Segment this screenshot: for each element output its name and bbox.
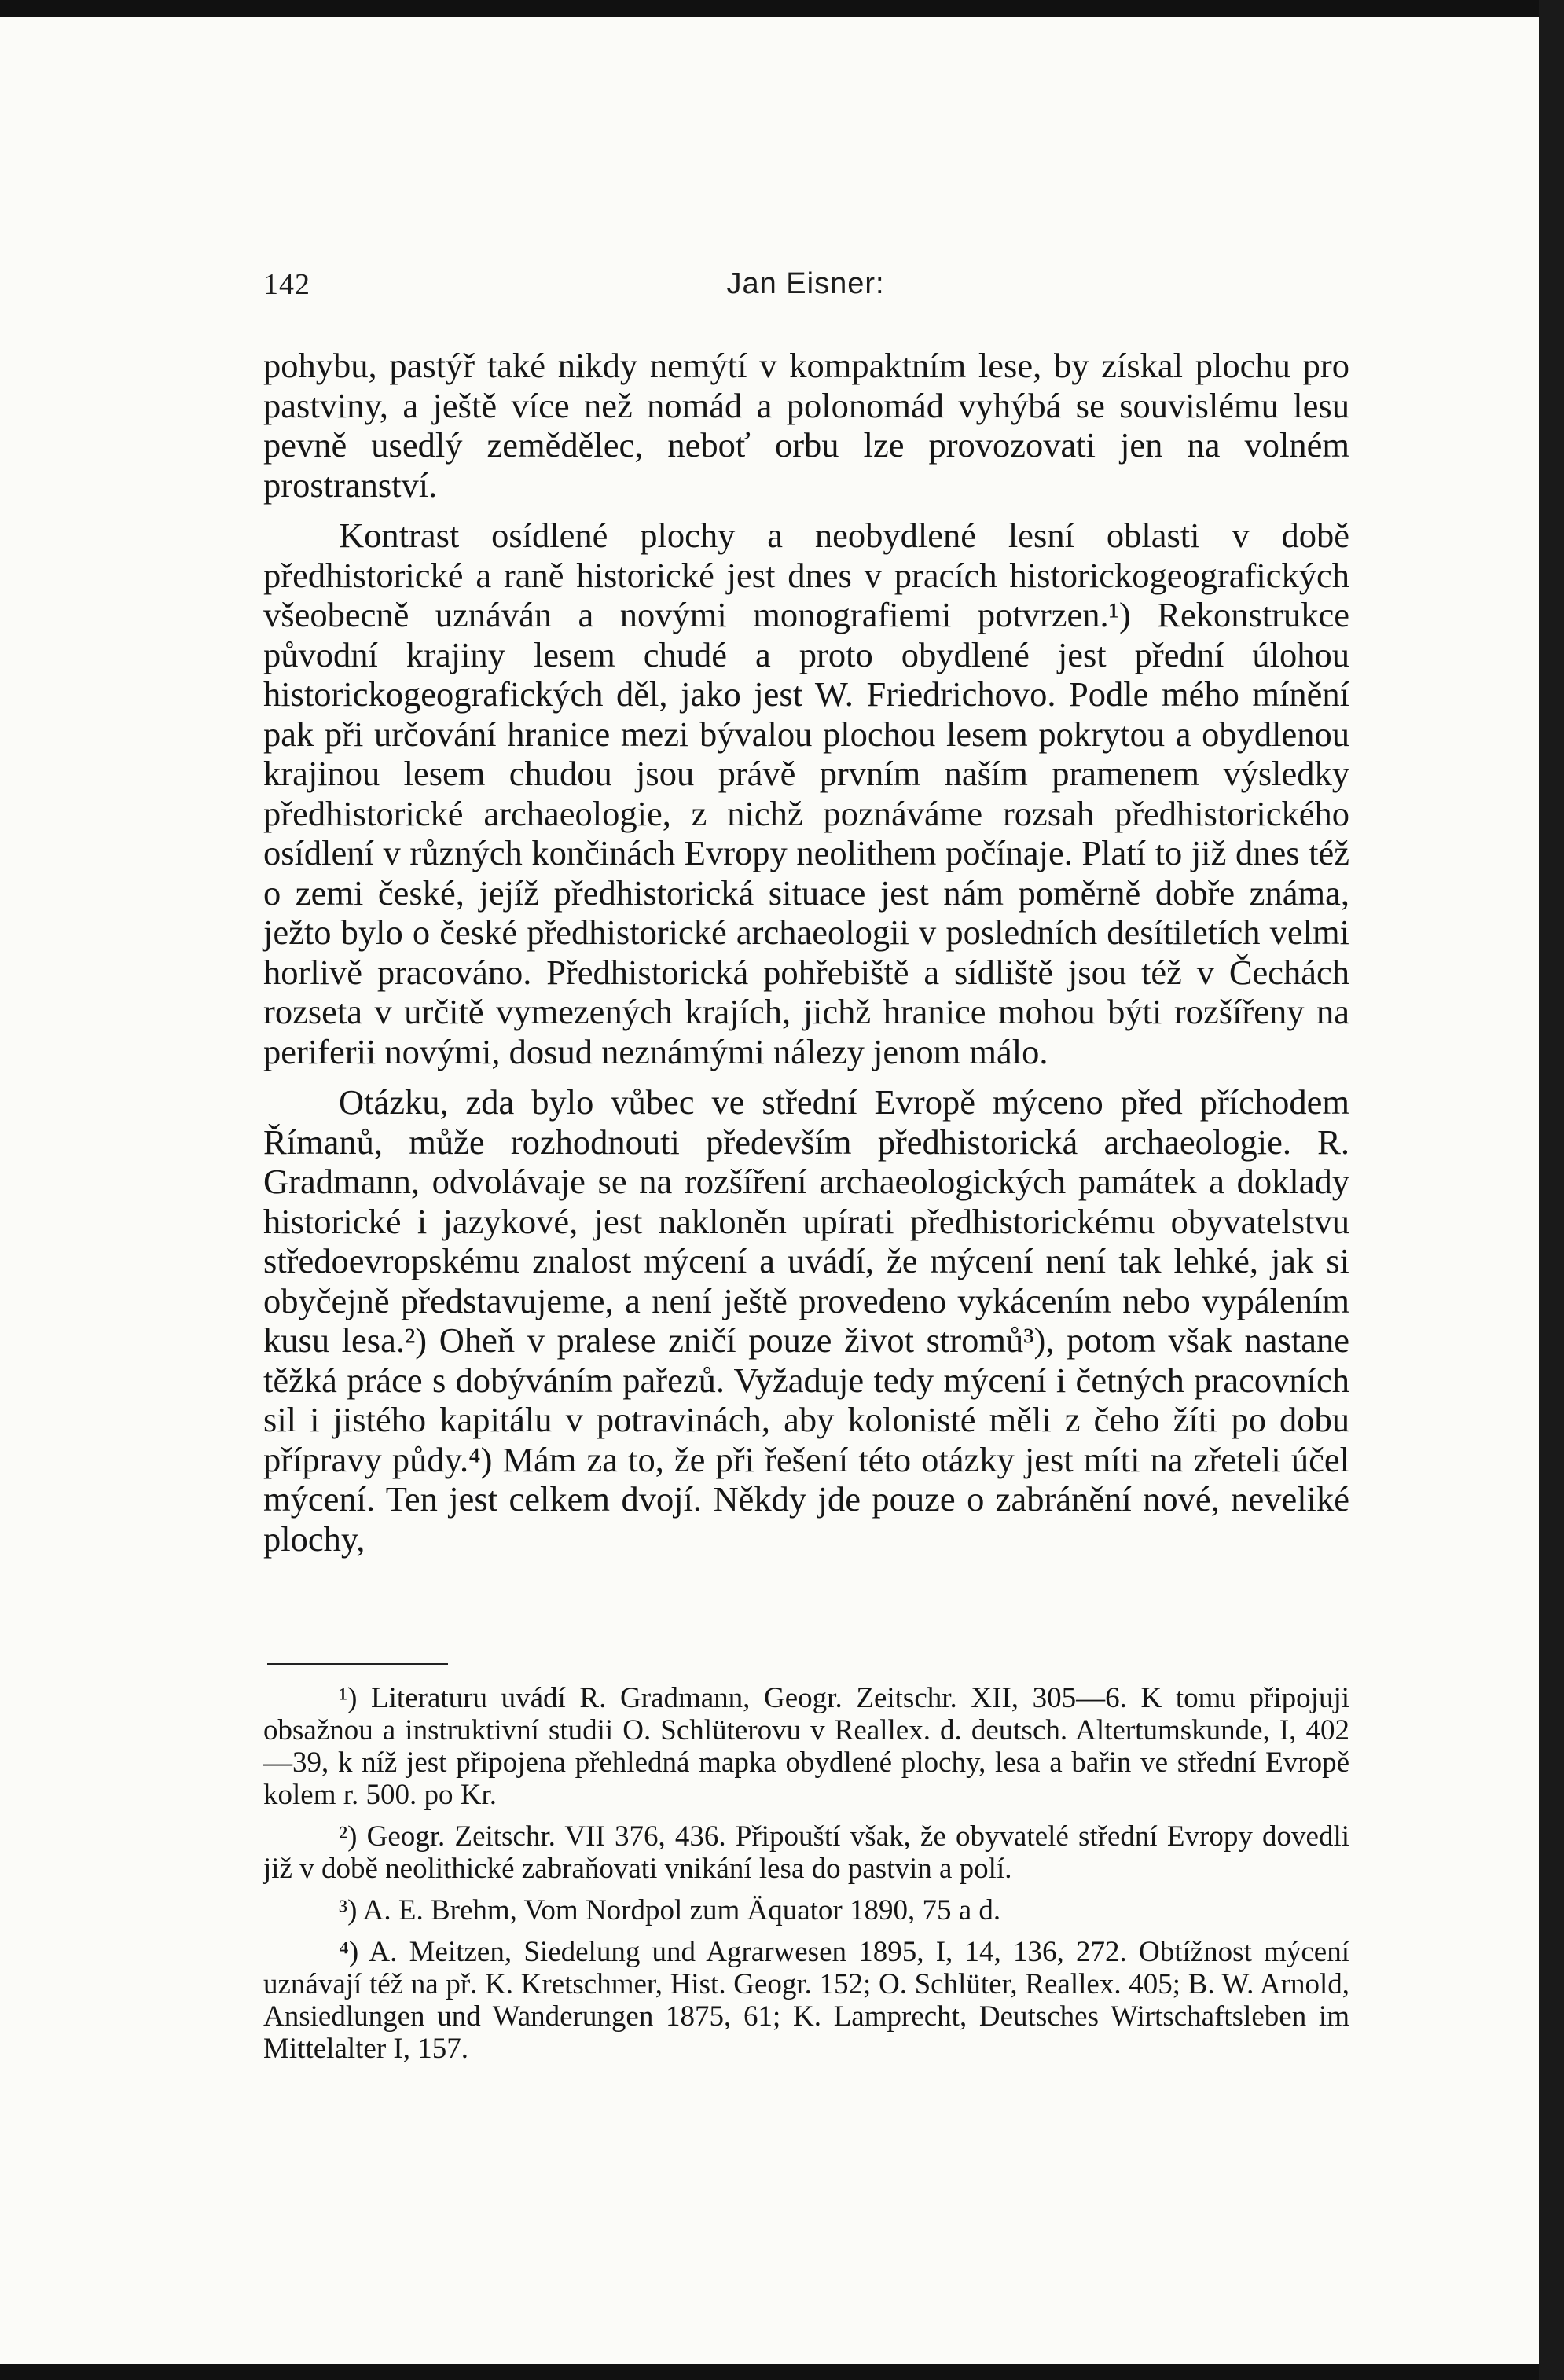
footnote: ²) Geogr. Zeitschr. VII 376, 436. Připouští však, že obyvatelé střední Evropy dovedli již v době neolithické zabraňovati vnikání lesa do pastvin a polí.: [263, 1820, 1349, 1885]
body-text: [263, 346, 1349, 1559]
page-number: 142: [263, 268, 310, 301]
footnote: ¹) Literaturu uvádí R. Gradmann, Geogr. Zeitschr. XII, 305—6. K tomu připojuji obsažnou a instruktivní studii O. Schlüterovu v Reallex. d. deutsch. Altertumskunde, I, 402—39, k níž jest připojena přehledná mapka obydlené plochy, lesa a bařin ve střední Evropě kolem r. 500. po Kr.: [263, 1682, 1349, 1811]
paragraph: Otázku, zda bylo vůbec ve střední Evropě mýceno před příchodem Římanů, může rozhodnouti především předhistorická archaeologie. R. Gradmann, odvolávaje se na rozšíření archaeologických památek a doklady historické i jazykové, jest nakloněn upírati předhistorickému obyvatelstvu středoevropskému znalost mýcení a uvádí, že mýcení není tak lehké, jak si obyčejně představujeme, a není ještě provedeno vykácením nebo vypálením kusu lesa.²) Oheň v pralese zničí pouze život stromů³), potom však nastane těžká práce s dobýváním pařezů. Vyžaduje tedy mýcení i četných pracovních sil i jistého kapitálu v potravinách, aby kolonisté měli z čeho žíti po dobu přípravy půdy.⁴) Mám za to, že při řešení této otázky jest míti na zřeteli účel mýcení. Ten jest celkem dvojí. Někdy jde pouze o zabránění nové, neveliké plochy,: [263, 1082, 1349, 1559]
paragraph: pohybu, pastýř také nikdy nemýtí v kompaktním lese, by získal plochu pro pastviny, a ještě více než nomád a polonomád vyhýbá se souvislému lesu pevně usedlý zemědělec, neboť orbu lze provozovati jen na volném prostranství.: [263, 346, 1349, 505]
paragraph: Kontrast osídlené plochy a neobydlené lesní oblasti v době předhistorické a raně historické jest dnes v pracích historickogeografických všeobecně uznáván a novými monografiemi potvrzen.¹) Rekonstrukce původní krajiny lesem chudé a proto obydlené jest přední úlohou historickogeografických děl, jako jest W. Friedrichovo. Podle mého mínění pak při určování hranice mezi bývalou plochou lesem pokrytou a obydlenou krajinou lesem chudou jsou právě prvním naším pramenem výsledky předhistorické archaeologie, z nichž poznáváme rozsah předhistorického osídlení v různých končinách Evropy neolithem počínaje. Platí to již dnes též o zemi české, jejíž předhistorická situace jest nám poměrně dobře známa, ježto bylo o české předhistorické archaeologii v posledních desítiletích velmi horlivě pracováno. Předhistorická pohřebiště a sídliště jsou též v Čechách rozseta v určitě vymezených krajích, jichž hranice mohou býti rozšířeny na periferii novými, dosud neznámými nálezy jenom málo.: [263, 516, 1349, 1071]
scan-edge: [1539, 0, 1564, 2380]
page-header: [263, 267, 1348, 314]
footnote: ³) A. E. Brehm, Vom Nordpol zum Äquator 1890, 75 a d.: [339, 1894, 1001, 1926]
book-page: [0, 17, 1539, 2364]
running-head: Jan Eisner:: [726, 267, 885, 300]
footnote-separator: [267, 1663, 448, 1665]
footnote: ⁴) A. Meitzen, Siedelung und Agrarwesen 1895, I, 14, 136, 272. Obtížnost mýcení uznávají též na př. K. Kretschmer, Hist. Geogr. 152; O. Schlüter, Reallex. 405; B. W. Arnold, Ansiedlungen und Wanderungen 1875, 61; K. Lamprecht, Deutsches Wirtschaftsleben im Mittelalter I, 157.: [263, 1936, 1349, 2065]
footnotes: [263, 1682, 1349, 2065]
